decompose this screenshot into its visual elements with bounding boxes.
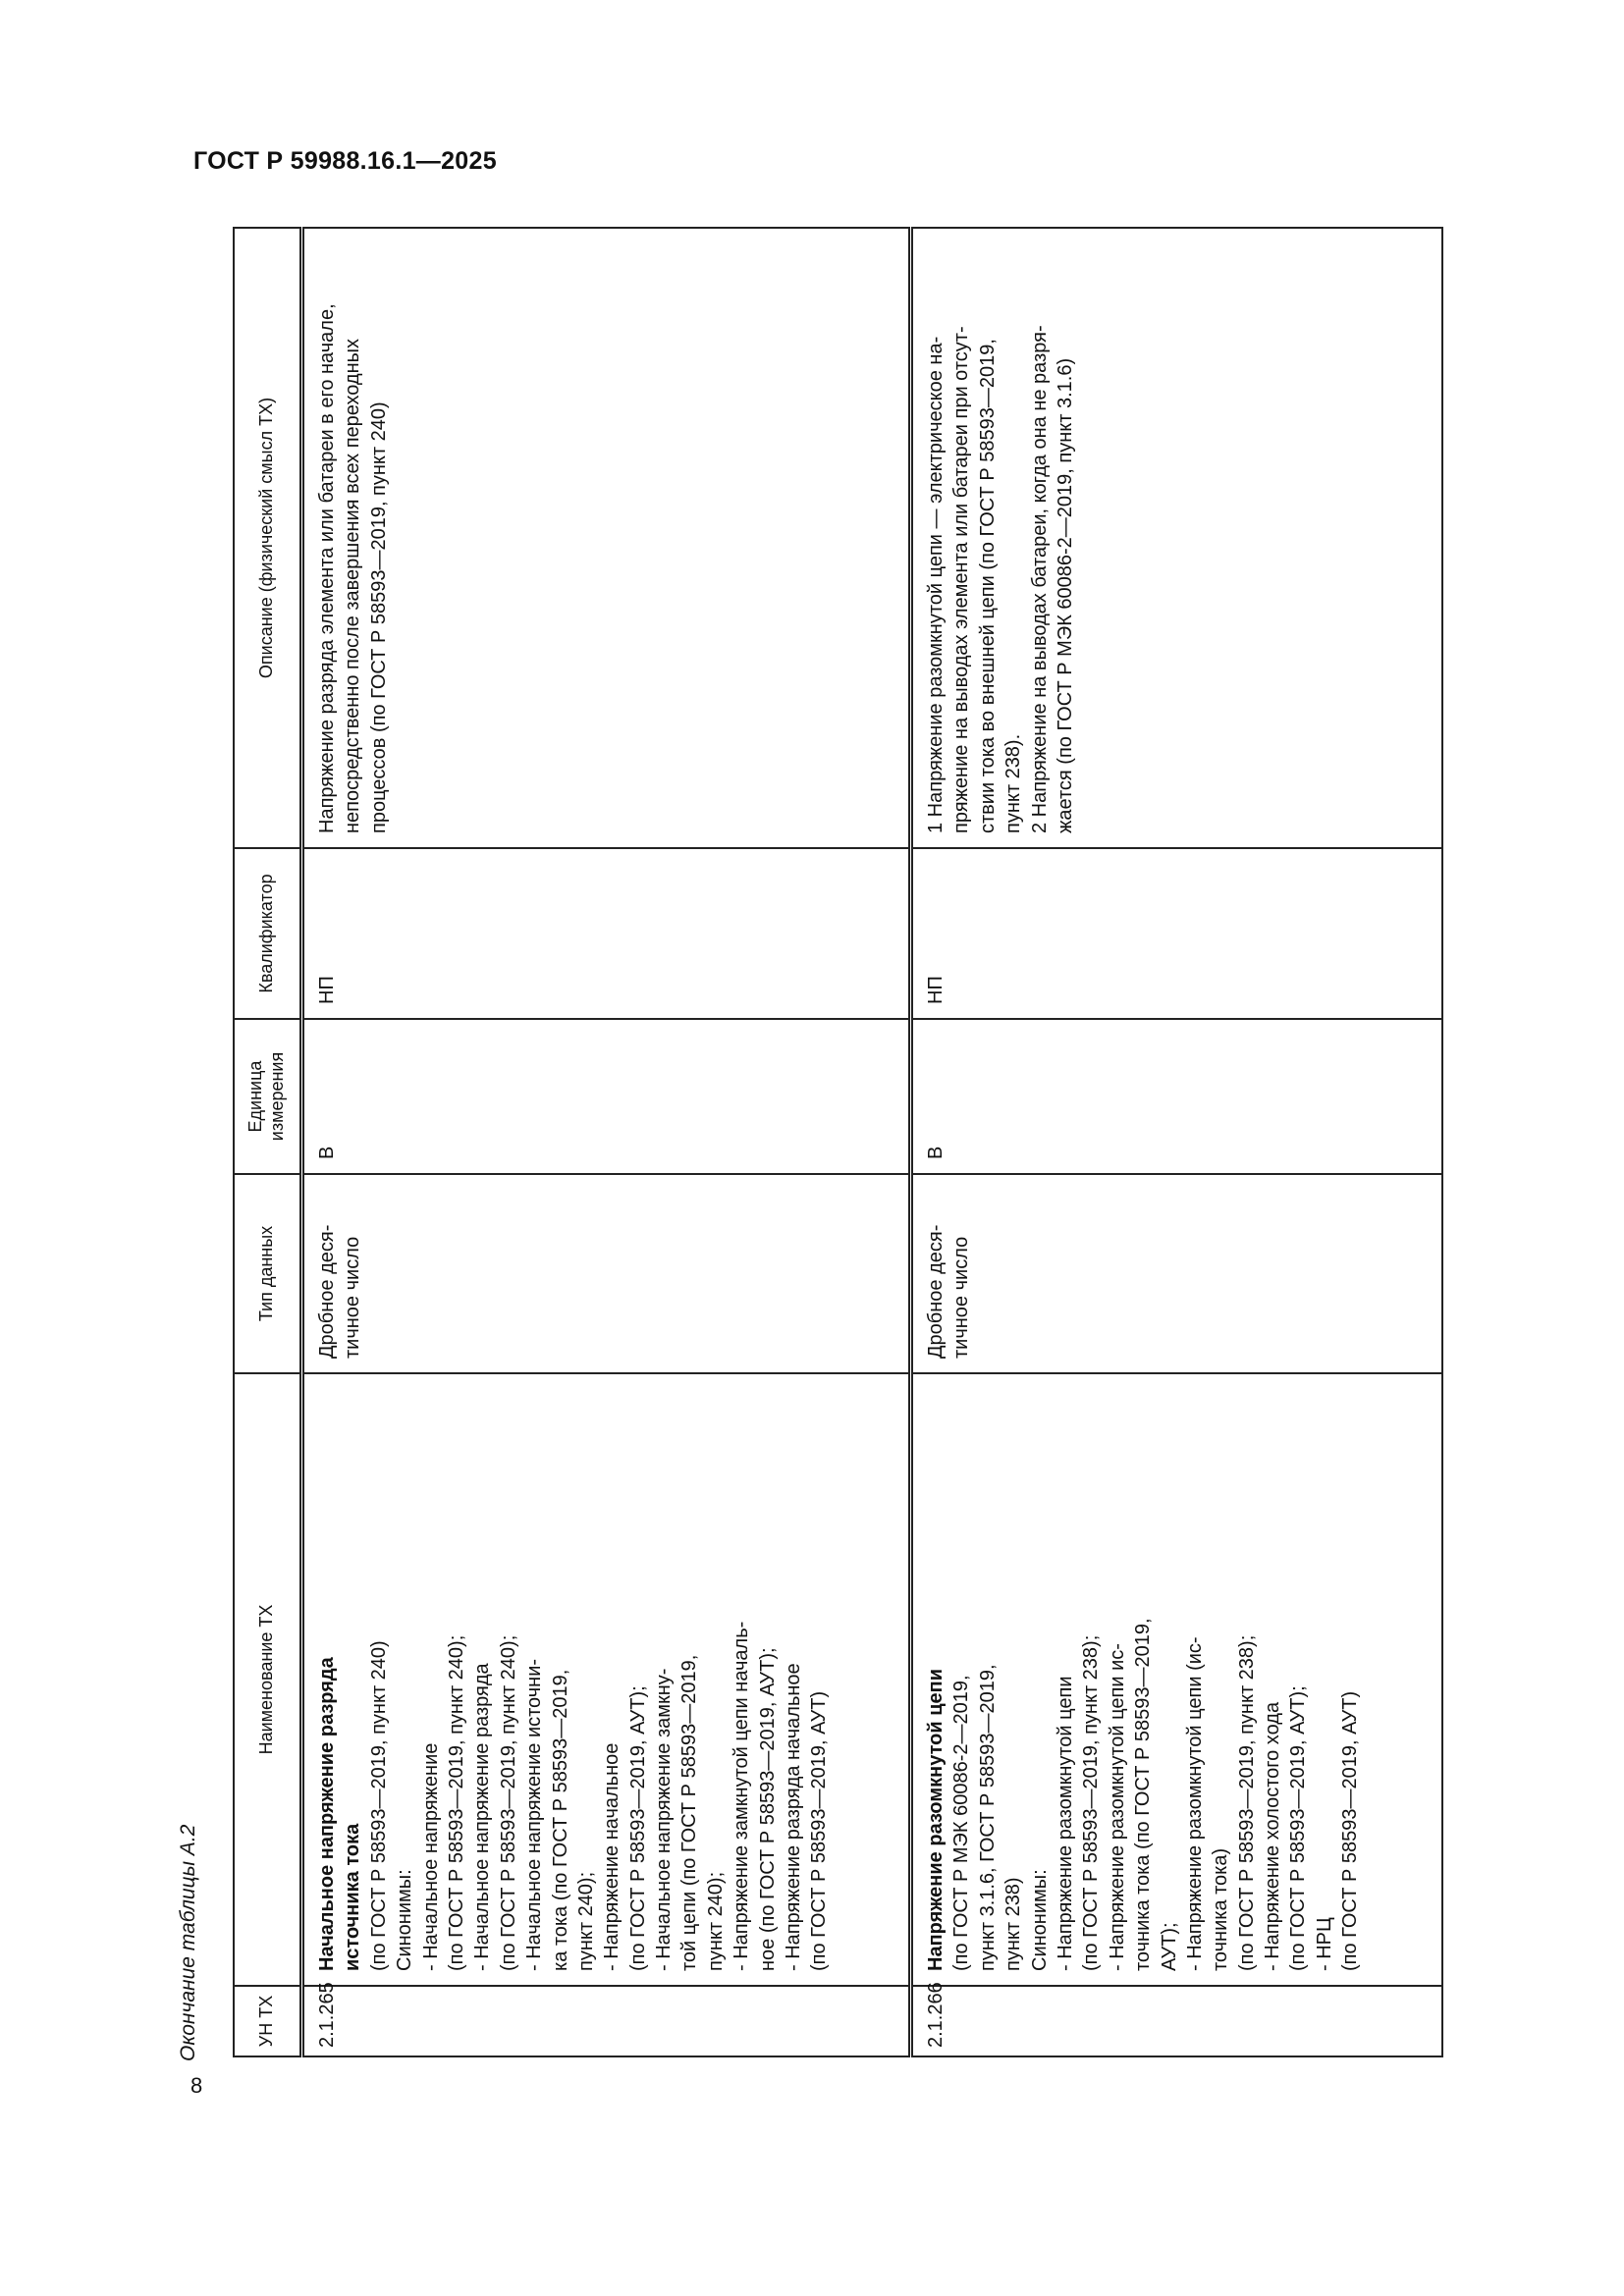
cell-qualifier: НП	[302, 848, 911, 1019]
name-line: - Напряжение холостого хода	[1262, 1701, 1284, 1971]
data-type-line: Дробное деся-	[925, 1224, 947, 1359]
description-line: жается (по ГОСТ Р МЭК 60086-2—2019, пункт 3.1.6)	[1054, 357, 1076, 833]
data-type-line: Дробное деся-	[316, 1224, 338, 1359]
description-line: Напряжение разряда элемента или батареи в его начале,	[316, 303, 338, 833]
table-row	[911, 228, 1443, 2056]
description-line: пряжение на выводах элемента или батареи при отсут-	[950, 326, 973, 833]
name-line: (по ГОСТ Р 58593—2019, АУТ);	[626, 1685, 649, 1971]
description-line: пункт 238).	[1002, 733, 1025, 833]
data-type-line: тичное число	[950, 1236, 973, 1359]
name-line: ное (по ГОСТ Р 58593—2019, АУТ);	[756, 1647, 779, 1971]
description-line: непосредственно после завершения всех переходных	[342, 338, 364, 833]
cell-id: 2.1.266	[911, 1986, 1443, 2056]
cell-id: 2.1.265	[302, 1986, 911, 2056]
description-line: 2 Напряжение на выводах батареи, когда она не разря-	[1028, 325, 1051, 833]
name-line: (по ГОСТ Р 58593—2019, пункт 240);	[497, 1634, 519, 1971]
description-line: ствии тока во внешней цепи (по ГОСТ Р 58593—2019,	[976, 339, 999, 833]
name-line: - Напряжение разряда начальное	[783, 1663, 805, 1971]
name-title-line: Начальное напряжение разряда	[316, 1657, 338, 1971]
name-line: Синонимы:	[1028, 1869, 1051, 1971]
cell-data-type	[302, 1174, 911, 1373]
name-line: (по ГОСТ Р 58593—2019, АУТ)	[1339, 1690, 1362, 1971]
name-line: Синонимы:	[394, 1869, 416, 1971]
cell-name	[302, 1373, 911, 1986]
page-number: 8	[190, 2073, 203, 2098]
column-header-description: Описание (физический смысл ТХ)	[234, 228, 302, 848]
name-line: (по ГОСТ Р МЭК 60086-2—2019,	[950, 1675, 973, 1971]
column-header-data-type: Тип данных	[234, 1174, 302, 1373]
name-line: - Начальное напряжение замкну-	[653, 1668, 676, 1971]
name-line: (по ГОСТ Р 58593—2019, АУТ);	[1287, 1685, 1310, 1971]
name-line: - Напряжение разомкнутой цепи	[1054, 1676, 1076, 1971]
name-line: (по ГОСТ Р 58593—2019, пункт 240)	[367, 1640, 390, 1971]
name-title-line: источника тока	[342, 1823, 364, 1971]
name-line: ка тока (по ГОСТ Р 58593—2019,	[549, 1669, 571, 1971]
column-header-unit: Единица измерения	[234, 1019, 302, 1174]
cell-qualifier: НП	[911, 848, 1443, 1019]
rotated-table-region	[177, 226, 1443, 2061]
name-line: - Напряжение разомкнутой цепи ис-	[1106, 1643, 1128, 1971]
name-line: (по ГОСТ Р 58593—2019, пункт 240);	[445, 1634, 467, 1971]
name-line: точника тока (по ГОСТ Р 58593—2019,	[1132, 1618, 1155, 1971]
column-header-name: Наименование ТХ	[234, 1373, 302, 1986]
cell-unit: В	[302, 1019, 911, 1174]
table-header-row	[234, 228, 302, 2056]
name-line: (по ГОСТ Р 58593—2019, пункт 238);	[1080, 1634, 1103, 1971]
name-line: пункт 240);	[574, 1871, 597, 1971]
description-line: процессов (по ГОСТ Р 58593—2019, пункт 240)	[367, 401, 390, 833]
name-line: пункт 3.1.6, ГОСТ Р 58593—2019,	[976, 1664, 999, 1971]
cell-data-type	[911, 1174, 1443, 1373]
cell-description	[911, 228, 1443, 848]
document-code-header: ГОСТ Р 59988.16.1—2025	[193, 147, 497, 175]
name-line: - Напряжение начальное	[601, 1742, 623, 1971]
characteristics-table	[233, 227, 1443, 2057]
name-title-line: Напряжение разомкнутой цепи	[925, 1669, 947, 1971]
cell-unit: В	[911, 1019, 1443, 1174]
name-line: - Начальное напряжение разряда	[471, 1663, 494, 1971]
name-line: точника тока)	[1210, 1847, 1232, 1971]
name-line: (по ГОСТ Р 58593—2019, АУТ)	[808, 1690, 831, 1971]
name-line: - Начальное напряжение	[419, 1742, 442, 1971]
name-line: - НРЦ	[1313, 1917, 1335, 1971]
cell-description	[302, 228, 911, 848]
table-row	[302, 228, 911, 2056]
name-line: пункт 240);	[704, 1871, 727, 1971]
data-type-line: тичное число	[342, 1236, 364, 1359]
name-line: (по ГОСТ Р 58593—2019, пункт 238);	[1235, 1634, 1258, 1971]
name-line: АУТ);	[1158, 1922, 1180, 1971]
table-caption: Окончание таблицы А.2	[177, 1824, 199, 2061]
name-line: - Напряжение разомкнутой цепи (ис-	[1183, 1636, 1206, 1971]
cell-name	[911, 1373, 1443, 1986]
name-line: пункт 238)	[1002, 1877, 1025, 1971]
column-header-qualifier: Квалификатор	[234, 848, 302, 1019]
name-line: - Начальное напряжение источни-	[523, 1658, 546, 1971]
description-line: 1 Напряжение разомкнутой цепи — электрическое на-	[925, 336, 947, 833]
name-line: той цепи (по ГОСТ Р 58593—2019,	[678, 1654, 701, 1971]
column-header-id: УН ТХ	[234, 1986, 302, 2056]
name-line: - Напряжение замкнутой цепи началь-	[731, 1621, 753, 1971]
